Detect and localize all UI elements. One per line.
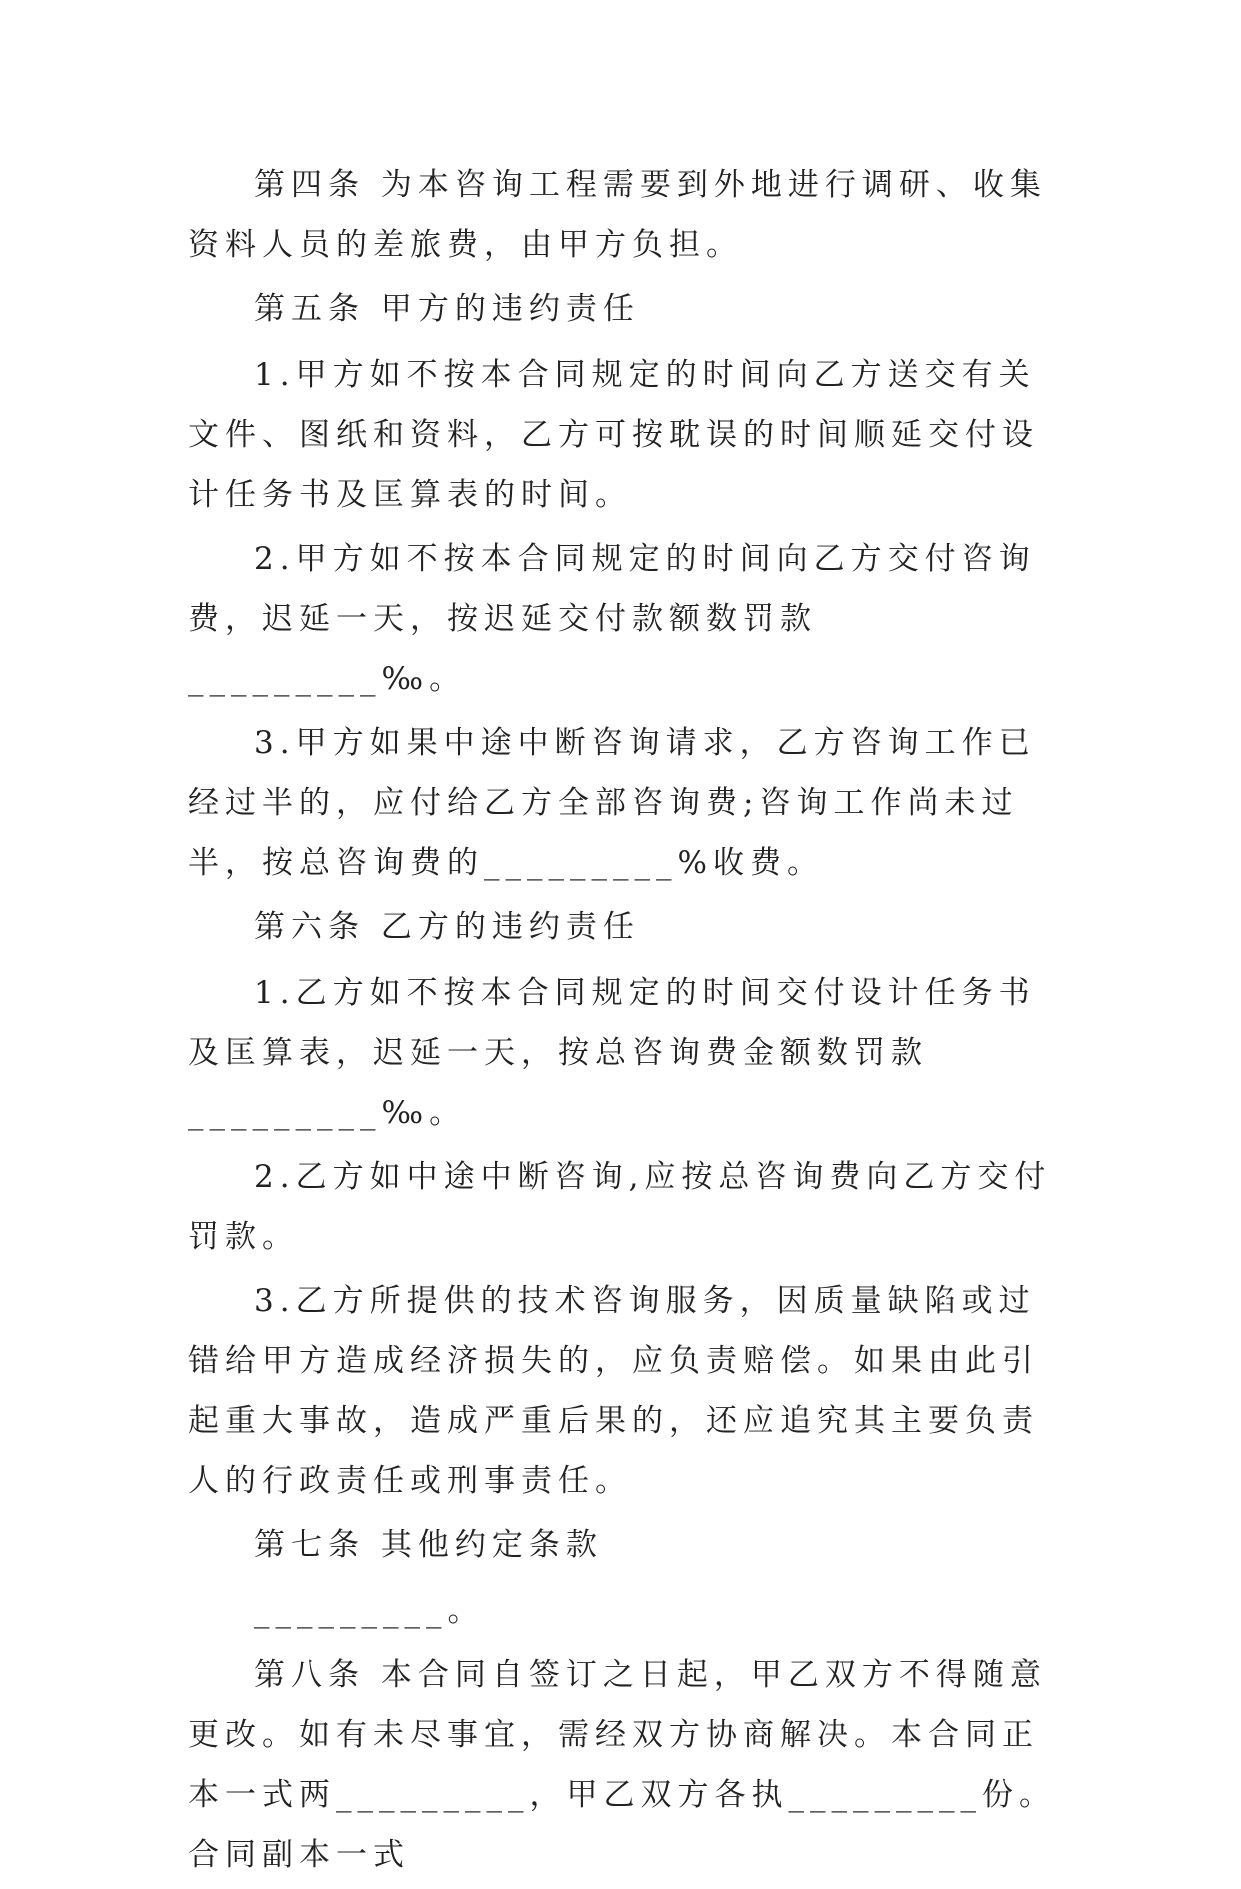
article-8-paragraph: 第八条 本合同自签订之日起，甲乙双方不得随意更改。如有未尽事宜，需经双方协商解决。本合同正本一式两_________，甲乙双方各执_________份。合同副本一式 [188, 1657, 1056, 1873]
article-5-clause-1: 1.甲方如不按本合同规定的时间向乙方送交有关文件、图纸和资料，乙方可按耽误的时间顺延交付设计任务书及匡算表的时间。 [188, 357, 1039, 513]
article-6-clause-3: 3.乙方所提供的技术咨询服务，因质量缺陷或过错给甲方造成经济损失的，应负责赔偿。如果由此引起重大事故，造成严重后果的，还应追究其主要负责人的行政责任或刑事责任。 [188, 1283, 1039, 1499]
article-5-heading: 第五条 甲方的违约责任 [254, 291, 640, 327]
article-4-paragraph: 第四条 为本咨询工程需要到外地进行调研、收集资料人员的差旅费，由甲方负担。 [188, 167, 1047, 263]
article-7-heading: 第七条 其他约定条款 [254, 1527, 603, 1563]
article-5-clause-2: 2.甲方如不按本合同规定的时间向乙方交付咨询费，迟延一天，按迟延交付款额数罚款_________‰。 [188, 541, 1036, 697]
article-5-clause-3: 3.甲方如果中途中断咨询请求，乙方咨询工作已经过半的，应付给乙方全部咨询费;咨询工作尚未过半，按总咨询费的_________%收费。 [188, 725, 1036, 881]
document-body [188, 155, 1068, 1889]
article-6-heading: 第六条 乙方的违约责任 [254, 909, 640, 945]
article-6-clause-2: 2.乙方如中途中断咨询,应按总咨询费向乙方交付罚款。 [188, 1159, 1052, 1255]
article-7-blank-line: _________。 [254, 1593, 485, 1629]
article-6-clause-1: 1.乙方如不按本合同规定的时间交付设计任务书及匡算表，迟延一天，按总咨询费金额数罚款_________‰。 [188, 975, 1036, 1131]
